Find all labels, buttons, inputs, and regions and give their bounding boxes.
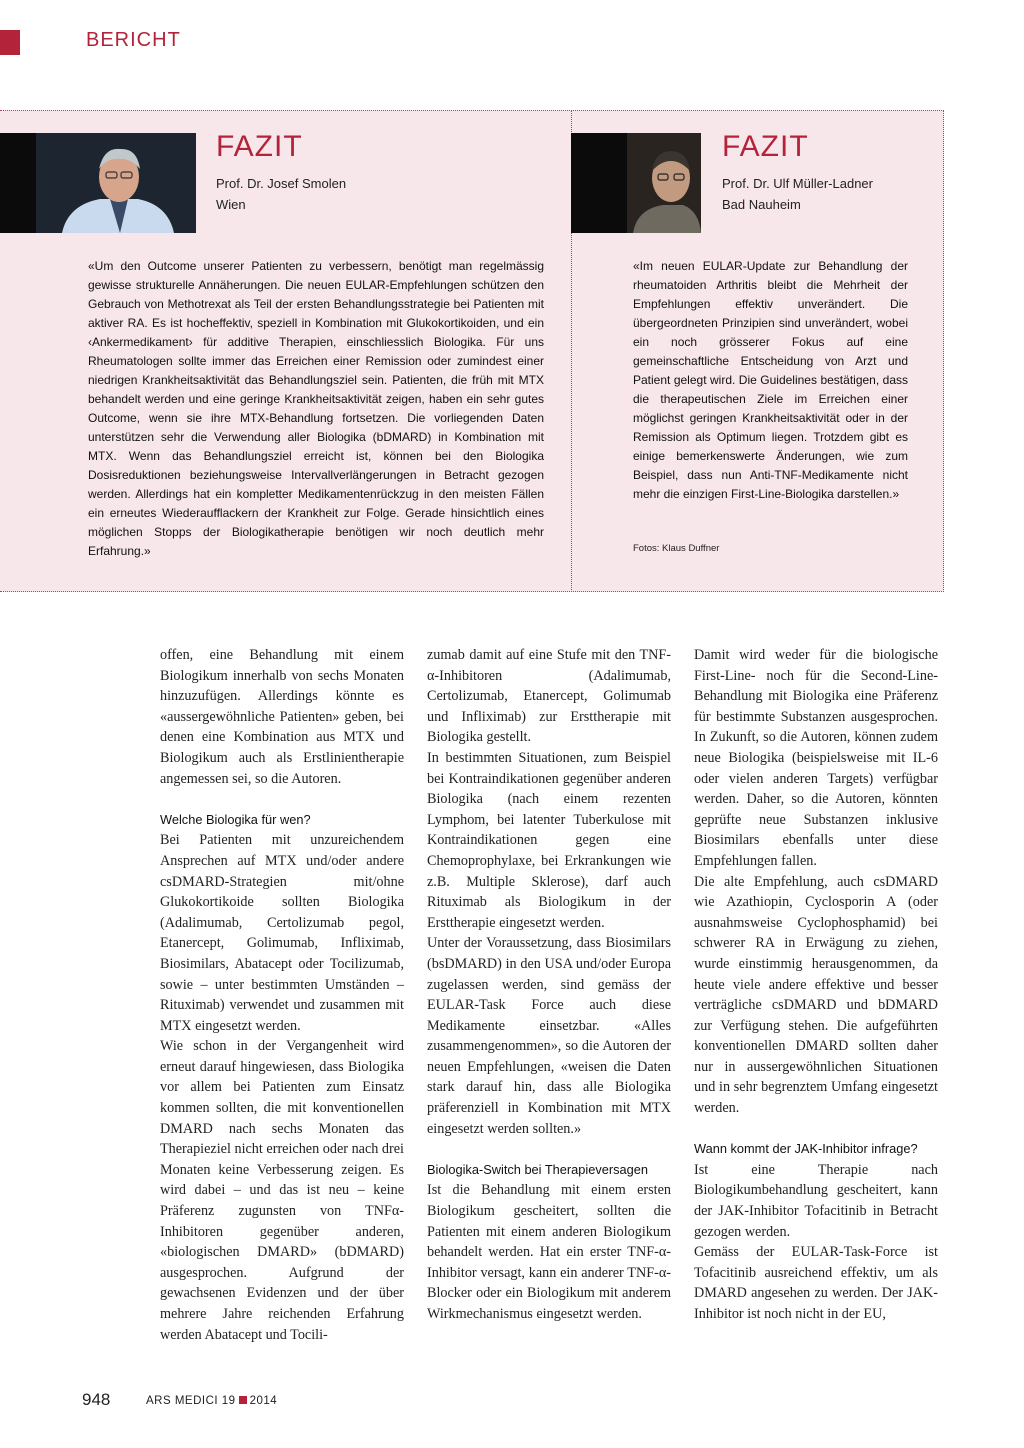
text-column-2 <box>427 645 671 1325</box>
text-column-1 <box>160 645 404 1345</box>
journal-footer <box>146 1395 277 1407</box>
paragraph: Wie schon in der Vergangenheit wird erneut darauf hingewiesen, dass Biologika vor allem bei Patienten zum Einsatz kommen sollten, die mit konventionellen DMARD nach sechs Monaten das Therapieziel nicht erreichen oder nach drei Monaten keine Verbesserung zeigen. Es wird dabei – und das ist neu – keine Präferenz zugunsten von TNFα-Inhibitoren gegenüber anderen, «biologischen DMARD» (bDMARD) ausgesprochen. Aufgrund der gewachsenen Evidenzen und der über mehrere Jahre reichenden Erfahrung werden Abatacept und Tocili- <box>160 1038 404 1343</box>
fazit-quote-right: «Im neuen EULAR-Update zur Behandlung der rheumatoiden Arthritis bleibt die Mehrheit der Empfehlungen effektiv unverändert. Die übergeordneten Prinzipien sind unverändert, wobei ein noch grösserer Fokus auf eine gemeinschaftliche Entscheidung von Arzt und Patient gelegt wird. Die Guidelines bestätigen, dass die therapeutischen Ziele im Erreichen einer möglichst geringen Krankheitsaktivität oder in der Remission als Optimum liegen. Trotzdem gibt es einige bemerkenswerte Änderungen, wie zum Beispiel, dass nun Anti-TNF-Medikamente nicht mehr die einzigen First-Line-Biologika darstellen.» <box>633 259 908 501</box>
author-name-left <box>216 173 346 215</box>
footer-square-icon <box>239 1396 247 1404</box>
section-label: BERICHT <box>86 29 181 51</box>
author-city: Bad Nauheim <box>722 197 801 212</box>
journal-name: ARS MEDICI 19 <box>146 1395 236 1407</box>
subheading: Wann kommt der JAK-Inhibitor infrage? <box>694 1141 918 1157</box>
fazit-title-right: FAZIT <box>722 130 809 163</box>
paragraph: Gemäss der EULAR-Task-Force ist Tofacitinib ausreichend effektiv, um als DMARD angesehen zu werden. Der JAK-Inhibitor ist noch nicht in der EU, <box>694 1244 938 1322</box>
paragraph: Damit wird weder für die biologische First-Line- noch für die Second-Line-Behandlung mit Biologika eine Präferenz für bestimmte Substanzen ausgesprochen. In Zukunft, so die Autoren, können zudem neue Biologika (beispielsweise mit IL-6 oder vielen anderen Targets) verfügbar werden. Daher, so die Autoren, könnten geprüfte neue Substanzen inklusive Biosimilars ebenfalls unter diese Empfehlungen fallen. <box>694 647 938 869</box>
author-city: Wien <box>216 197 246 212</box>
photo-credit: Fotos: Klaus Duffner <box>633 543 720 554</box>
subheading: Biologika-Switch bei Therapieversagen <box>427 1161 648 1177</box>
author-name-right <box>722 173 873 215</box>
fazit-quote-left: «Um den Outcome unserer Patienten zu verbessern, benötigt man regelmässig gewisse strukturelle Annäherungen. Die neuen EULAR-Empfehlungen schützen den Gebrauch von Methotrexat als Teil der ersten Behandlungsstrategie bei Patienten mit aktiver RA. Es ist hocheffektiv, speziell in Kombination mit Glukokortikoiden, und ein ‹Ankermedikament› für additive Therapien, einschliesslich Biologika. Für uns Rheumatologen sollte immer das Erreichen einer Remission oder zumindest einer niedrigen Krankheitsaktivität das Behandlungsziel sein. Patienten, die früh mit MTX behandelt werden und eine geringe Krankheitsaktivität zeigen, haben ein sehr gutes Outcome, wenn sie ihre MTX-Behandlung fortsetzen. Die vorliegenden Daten unterstützen sehr die Verwendung aller Biologika (bDMARD) in Kombination mit MTX. Wenn das Behandlungsziel erreicht ist, können bei den Biologika Dosisreduktionen beziehungsweise Intervallverlängerungen in Betracht gezogen werden. Allerdings hat ein kompletter Medikamentenrückzug in den meisten Fällen ein erneutes Wiederaufflackern der Krankheit zur Folge. Gerade hinsichtlich eines möglichen Stopps der Biologikatherapie benötigen wir noch deutlich mehr Erfahrung.» <box>88 259 544 558</box>
section-marker <box>0 30 20 55</box>
portrait-photo-mueller-ladner <box>571 133 701 233</box>
paragraph: Bei Patienten mit unzureichendem Ansprechen auf MTX und/oder andere csDMARD-Strategien mit/ohne Glukokortikoide sollten Biologika (Adalimumab, Certolizumab pegol, Etanercept, Golimumab, Infliximab, Biosimilars, Abatacept oder Tocilizumab, sowie – unter bestimmten Umständen – Rituximab) verwendet und zusammen mit MTX eingesetzt werden. <box>160 832 404 1034</box>
paragraph: Ist eine Therapie nach Biologikumbehandlung gescheitert, kann der JAK-Inhibitor Tofacitinib in Betracht gezogen werden. <box>694 1161 938 1240</box>
paragraph: Ist die Behandlung mit einem ersten Biologikum gescheitert, sollten die Patienten mit einem anderen Biologikum behandelt werden. Hat ein erster TNF-α-Inhibitor versagt, kann ein anderer TNF-α-Blocker oder ein Biologikum mit anderem Wirkmechanismus eingesetzt werden. <box>427 1182 671 1322</box>
portrait-photo-smolen <box>0 133 196 233</box>
author-name: Prof. Dr. Josef Smolen <box>216 176 347 191</box>
paragraph: zumab damit auf eine Stufe mit den TNF-α-Inhibitoren (Adalimumab, Certolizumab, Etanercept, Golimumab und Infliximab) zur Ersttherapie mit Biologika gestellt. <box>427 647 671 746</box>
text-column-3 <box>694 645 938 1325</box>
paragraph: offen, eine Behandlung mit einem Biologikum innerhalb von sechs Monaten hinzuzufügen. Allerdings könnte es «aussergewöhnliche Patienten» geben, bei denen eine Kombination aus MTX und Biologikum auch als Erstlinientherapie angemessen sei, so die Autoren. <box>160 647 404 787</box>
paragraph: In bestimmten Situationen, zum Beispiel bei Kontraindikationen gegenüber anderen Biologika (nach einem rezenten Lymphom, bei latenter Tuberkulose mit Kontraindikationen gegen eine Chemoprophylaxe, bei Erkrankungen wie z.B. Multiple Sklerose), darf auch Rituximab als Biologikum in der Ersttherapie eingesetzt werden. <box>427 749 671 931</box>
journal-year: 2014 <box>249 1395 278 1407</box>
paragraph: Unter der Voraussetzung, dass Biosimilars (bsDMARD) in den USA und/oder Europa zugelassen werden, sind gemäss der EULAR-Task Force auch diese Medikamente einsetzbar. «Alles zusammengenommen», so die Autoren der neuen Empfehlungen, «weisen die Daten stark darauf hin, dass alle Biologika präferenziell in Kombination mit MTX eingesetzt werden sollten.» <box>427 935 671 1137</box>
paragraph: Die alte Empfehlung, auch csDMARD wie Azathiopin, Cyclosporin A (oder ausnahmsweise Cyclophosphamid) bei schwerer RA in Erwägung zu ziehen, wurde einstimmig herausgenommen, da heute viele andere effektive und besser verträgliche csDMARD und bDMARD zur Verfügung stehen. Die aufgeführten konventionellen DMARD sollten daher nur in aussergewöhnlichen Situationen und in sehr begrenztem Umfang eingesetzt werden. <box>694 873 938 1117</box>
author-name: Prof. Dr. Ulf Müller-Ladner <box>722 176 873 191</box>
subheading: Welche Biologika für wen? <box>160 811 311 827</box>
page-number: 948 <box>82 1390 111 1409</box>
fazit-title-left: FAZIT <box>216 130 303 163</box>
